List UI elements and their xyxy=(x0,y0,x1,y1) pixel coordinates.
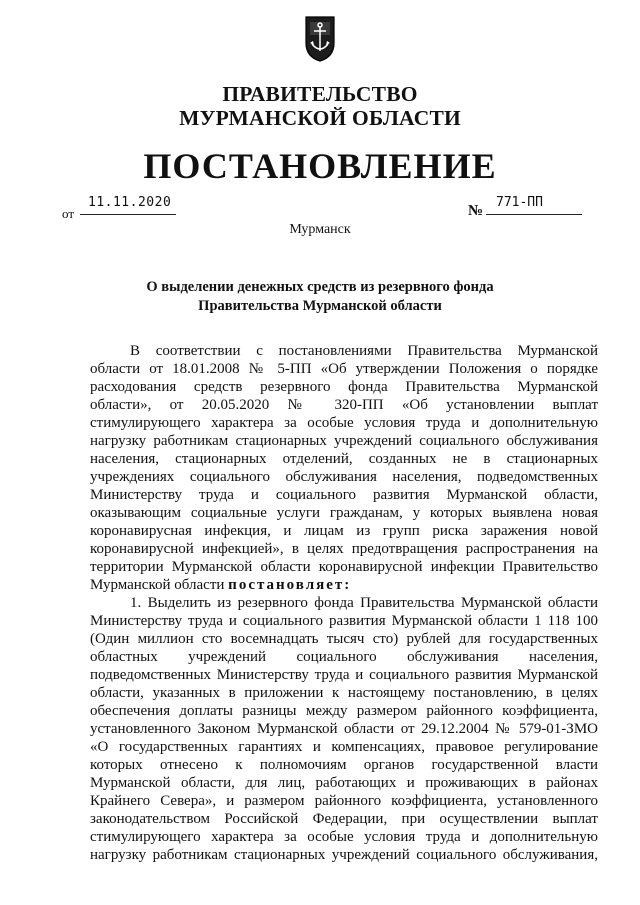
organization-name-line1: ПРАВИТЕЛЬСТВО xyxy=(222,82,418,106)
body-line: Крайнего Севера», и размером районного коэффициента, установленного xyxy=(90,793,598,809)
body-line: подведомственных Министерству труда и социального развития Мурманской xyxy=(90,667,598,683)
body-line: В соответствии с постановлениями Правительства Мурманской xyxy=(130,343,598,359)
resolve-keyword: постановляет: xyxy=(228,577,352,593)
date-label: от xyxy=(62,206,75,221)
body-line: обеспечения доплаты разницы между размером районного коэффициента, xyxy=(90,703,598,719)
body-line: Мурманской области, для лиц, работающих и проживающих в районах xyxy=(90,775,598,791)
body-line: области, указанных в приложении к настоящему постановлению, в целях xyxy=(90,685,598,701)
document-title-line2: Правительства Мурманской области xyxy=(198,298,442,314)
body-line: установленного Законом Мурманской области от 29.12.2004 № 579-01-ЗМО xyxy=(90,721,598,737)
body-line: области от 18.01.2008 № 5-ПП «Об утверждении Положения о порядке xyxy=(90,361,598,377)
body-line: которых отнесено к полномочиям органов государственной власти xyxy=(90,757,598,773)
body-line: нагрузку работникам стационарных учреждений социального обслуживания, xyxy=(90,847,598,863)
body-line: территории Мурманской области коронавирусной инфекции Правительство xyxy=(90,559,598,575)
body-line-text: Мурманской области xyxy=(90,577,225,593)
body-line: 1. Выделить из резервного фонда Правительства Мурманской области xyxy=(130,595,598,611)
body-line: Министерству труда и социального развития Мурманской области, xyxy=(90,487,598,503)
organization-name-line2: МУРМАНСКОЙ ОБЛАСТИ xyxy=(179,106,461,130)
body-line: стимулирующего характера за особые условия труда и дополнительную xyxy=(90,415,598,431)
body-line: оказывающим социальные услуги гражданам, у которых выявлена новая xyxy=(90,505,598,521)
document-number: 771-ПП xyxy=(496,195,543,210)
body-line: коронавирусная инфекция, и лицам из групп риска заражения новой xyxy=(90,523,598,539)
date-underline xyxy=(80,214,176,215)
body-line: «О государственных гарантиях и компенсациях, правовое регулирование xyxy=(90,739,598,755)
body-line: нагрузку работникам стационарных учреждений социального обслуживания xyxy=(90,433,598,449)
city: Мурманск xyxy=(289,222,351,237)
number-underline xyxy=(486,214,582,215)
body-line: области», от 20.05.2020 № 320-ПП «Об установлении выплат xyxy=(90,397,598,413)
document-date: 11.11.2020 xyxy=(88,195,172,210)
body-line: (Один миллион сто восемнадцать тысяч сто) рублей для государственных xyxy=(90,631,598,647)
body-line: Министерству труда и социального развития Мурманской области 1 118 100 xyxy=(90,613,598,629)
body-line: законодательством Российской Федерации, при осуществлении выплат xyxy=(90,811,598,827)
body-line: населения, стационарных отделений, созданных не в стационарных xyxy=(90,451,598,467)
body-line-resolve xyxy=(90,576,598,594)
body-line: расходования средств резервного фонда Правительства Мурманской xyxy=(90,379,598,395)
document-title-line1: О выделении денежных средств из резервного фонда xyxy=(146,279,494,295)
document-type: ПОСТАНОВЛЕНИЕ xyxy=(143,146,497,186)
body-line: областных учреждений социального обслуживания населения, xyxy=(90,649,598,665)
body-line: стимулирующего характера за особые условия труда и дополнительную xyxy=(90,829,598,845)
number-label: № xyxy=(468,203,484,219)
body-line: учреждениях социального обслуживания населения, подведомственных xyxy=(90,469,598,485)
body-line: коронавирусной инфекцией», в целях предотвращения распространения на xyxy=(90,541,598,557)
coat-of-arms-icon xyxy=(302,13,338,63)
